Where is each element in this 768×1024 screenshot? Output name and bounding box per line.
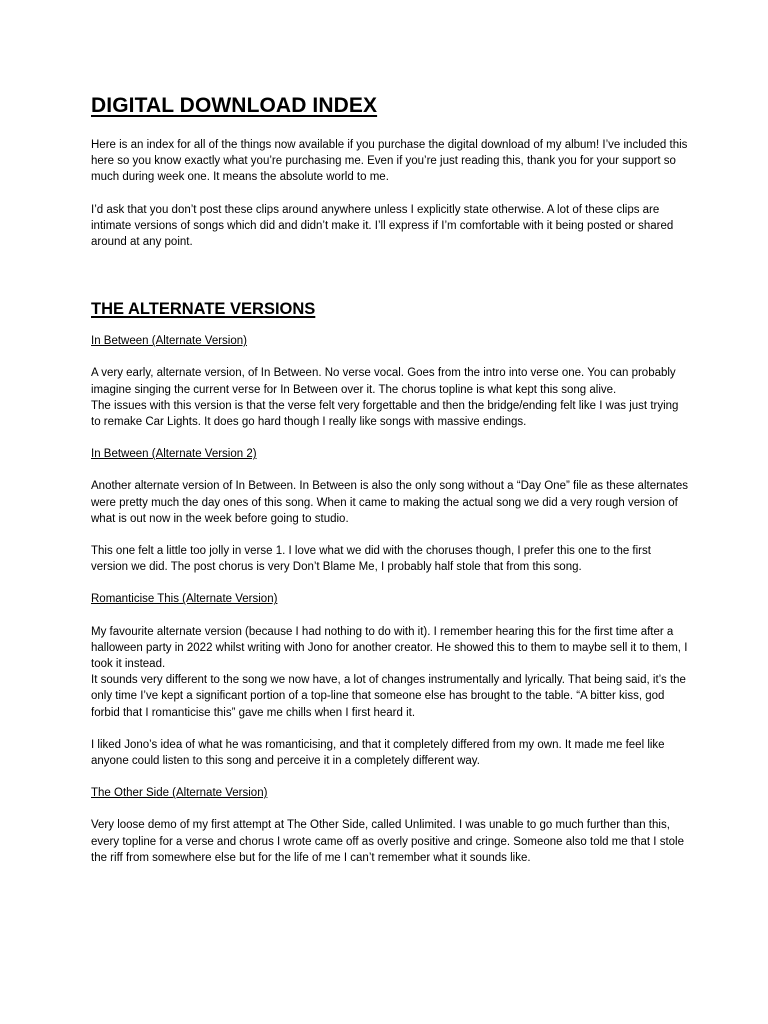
entry-paragraph: Very loose demo of my first attempt at The Other Side, called Unlimited. I was unable to go much further than this, every topline for a verse and chorus I wrote came off as overly positive and cringe. Someone also told me that I stole the riff from somewhere else but for the life of me I can’t remember what it sounds like. [91,819,684,864]
entry-paragraph: The issues with this version is that the verse felt very forgettable and then the bridge/ending felt like I was just trying to remake Car Lights. It does go hard though I really like songs with massive endings. [91,399,679,429]
entry-paragraph: A very early, alternate version, of In Between. No verse vocal. Goes from the intro into verse one. You can probably imagine singing the current verse for In Between over it. The chorus topline is what kept this song alive. [91,367,676,396]
song-title: The Other Side (Alternate Version) [91,787,268,800]
entry-paragraph: I liked Jono’s idea of what he was romanticising, and that it completely differed from my own. It made me feel like anyone could listen to this song and perceive it in a completely different way. [91,738,665,768]
section-title: THE ALTERNATE VERSIONS [91,300,316,319]
intro-paragraph: I’d ask that you don’t post these clips around anywhere unless I explicitly state otherwise. A lot of these clips are intimate versions of songs which did and didn’t make it. I’ll express if I’m comfortable with it being posted or shared around at any point. [91,203,674,249]
entry-paragraph: This one felt a little too jolly in verse 1. I love what we did with the choruses though, I prefer this one to the first version we did. The post chorus is very Don’t Blame Me, I probably half stole that from this song. [91,545,651,574]
document-page [91,92,691,866]
song-title: Romanticise This (Alternate Version) [91,593,278,606]
entry-paragraph: My favourite alternate version (because I had nothing to do with it). I remember hearing this for the first time after a halloween party in 2022 whilst writing with Jono for another creator. He showed this to them to maybe sell it to them, I took it instead. [91,625,688,671]
entry-paragraph: It sounds very different to the song we now have, a lot of changes instrumentally and lyrically. That being said, it’s the only time I’ve kept a significant portion of a top-line that someone else has brought to the table. “A bitter kiss, god forbid that I romanticise this” gave me chills when I first heard it. [91,674,686,719]
entry-paragraph: Another alternate version of In Between. In Between is also the only song without a “Day One” file as these alternates were pretty much the day ones of this song. When it came to making the actual song we did a very rough version of what is out now in the week before going to studio. [91,480,689,525]
page-title: DIGITAL DOWNLOAD INDEX [91,94,378,117]
intro-paragraph: Here is an index for all of the things now available if you purchase the digital download of my album! I’ve included this here so you know exactly what you’re purchasing me. Even if you’re just reading this, thank you for your support so much during week one. It means the absolute world to me. [91,139,688,184]
song-title: In Between (Alternate Version 2) [91,448,257,461]
song-title: In Between (Alternate Version) [91,335,247,348]
